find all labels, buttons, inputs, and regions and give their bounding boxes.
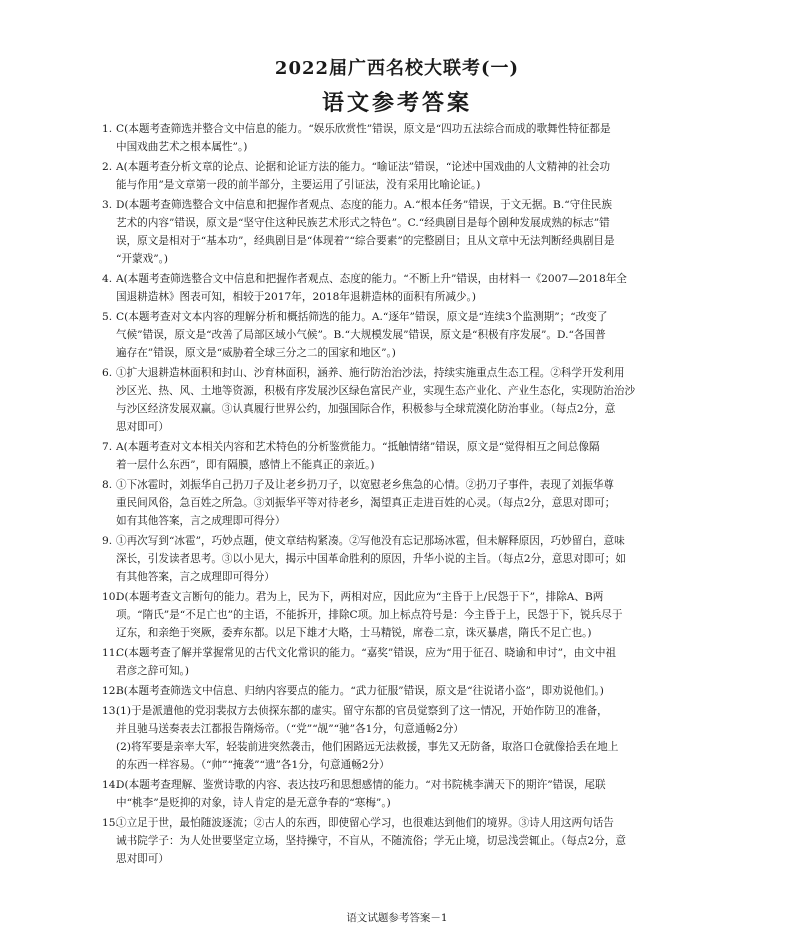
answer-item	[102, 364, 698, 436]
answer-number: 3.	[102, 199, 113, 211]
answer-item	[102, 120, 698, 156]
answer-text-line: ①扩大退耕造林面积和封山、沙育林面积，涵养、施行防治治沙法，持续实施重点生态工程。②科学开发利用	[116, 367, 625, 379]
answer-text-line: A(本题考查对文本相关内容和艺术特色的分析鉴赏能力。“抵触情绪”错误，原文是“觉得相互之间总像隔	[116, 441, 600, 453]
answer-number: 4.	[102, 273, 113, 285]
answer-text-line: A(本题考查分析文章的论点、论据和论证方法的能力。“喻证法”错误，“论述中国戏曲的人文精神的社会功	[116, 161, 611, 173]
answer-text-line: 的东西一样容易。（“帅”“掩袭”“遗”各1分，句意通畅2分）	[116, 759, 390, 771]
answer-list	[102, 120, 698, 870]
answer-number: 9.	[102, 535, 113, 547]
answer-number: 2.	[102, 161, 113, 173]
answer-text-line: (1)于是派遣他的党羽裴叔方去侦探东都的虚实。留守东都的官员觉察到了这一情况，开始作防卫的准备，	[116, 705, 608, 717]
answer-text-line: 沙区光、热、风、土地等资源，积极有序发展沙区绿色富民产业，实现生态产业化、产业生态化，实现防治治沙	[116, 385, 636, 397]
answer-text-line: C(本题考查筛选并整合文中信息的能力。“娱乐欣赏性”错误，原文是“四功五法综合而成的歌舞性特征都是	[116, 123, 611, 135]
answer-item	[102, 438, 698, 474]
answer-item	[102, 588, 698, 642]
answer-number: 8.	[102, 479, 113, 491]
answer-text-line: 思对即可）	[116, 853, 169, 865]
answer-item	[102, 270, 698, 306]
page-footer: 语文试题参考答案－1	[346, 912, 448, 924]
answer-item	[102, 814, 698, 868]
answer-text-line: 国退耕造林》图表可知，相较于2017年，2018年退耕造林的面积有所减少。)	[116, 291, 476, 303]
answer-text-line: 中“桃李”是贬抑的对象，诗人肯定的是无意争春的“寒梅”。)	[116, 797, 391, 809]
answer-number: 13.	[102, 705, 119, 717]
answer-text-line: 能与作用”是文章第一段的前半部分，主要运用了引证法，没有采用比喻论证。)	[116, 179, 481, 191]
answer-text-line: ①再次写到“冰雹”，巧妙点题，使文章结构紧凑。②写他没有忘记那场冰雹，但未解释原因，巧妙留白，意味	[116, 535, 625, 547]
answer-text-line: 并且驰马送奏表去江都报告隋炀帝。（“党”“觇”“驰”各1分，句意通畅2分）	[116, 723, 464, 735]
answer-text-line: 着一层什么东西”，即有隔膜，感情上不能真正的亲近。)	[116, 459, 375, 471]
answer-text-line: D(本题考查理解、鉴赏诗歌的内容、表达技巧和思想感情的能力。“对书院桃李满天下的期许”错误，尾联	[116, 779, 606, 791]
answer-text-line: 如有其他答案，言之成理即可得分）	[116, 515, 286, 527]
answer-text-line: 误，原文是相对于“基本功”，经典剧目是“体现着”“综合要素”的完整剧目；且从文章中无法判断经典剧目是	[116, 235, 615, 247]
answer-item	[102, 158, 698, 194]
answer-text-line: D(本题考查文言断句的能力。君为上，民为下，两相对应，因此应为“主昏于上/民怨于下”，排除A、B两	[116, 591, 604, 603]
answer-item	[102, 532, 698, 586]
answer-item	[102, 776, 698, 812]
answer-text-line: 艺术的内容”错误，原文是“坚守住这种民族艺术形式之特色”。C.“经典剧目是每个剧种发展成熟的标志”错	[116, 217, 610, 229]
answer-text-line: 君彦之辞可知。)	[116, 665, 189, 677]
answer-text-line: A(本题考查筛选整合文中信息和把握作者观点、态度的能力。“不断上升”错误，由材料一《2007—2018年全	[116, 273, 627, 285]
answer-text-line: 与沙区经济发展双赢。③认真履行世界公约，加强国际合作，积极参与全球荒漠化防治事业。（每点2分，意	[116, 403, 616, 415]
answer-text-line: “开蒙戏”。)	[116, 253, 169, 265]
answer-text-line: ①立足于世，最怕随波逐流；②古人的东西，即使留心学习，也很难达到他们的境界。③诗人用这两句话告	[116, 817, 614, 829]
answer-item	[102, 644, 698, 680]
answer-number: 14.	[102, 779, 119, 791]
answer-item	[102, 196, 698, 268]
answer-number: 15.	[102, 817, 119, 829]
answer-number: 6.	[102, 367, 113, 379]
answer-text-line: C(本题考查了解并掌握常见的古代文化常识的能力。“嘉奖”错误，应为“用于征召、晓谕和申讨”，由文中祖	[116, 647, 617, 659]
answer-item	[102, 682, 698, 700]
answer-number: 10.	[102, 591, 119, 603]
answer-number: 11.	[102, 647, 119, 659]
answer-text-line: D(本题考查筛选整合文中信息和把握作者观点、态度的能力。A.“根本任务”错误，于文无据。B.“守住民族	[116, 199, 612, 211]
answer-text-line: 气候”错误，原文是“改善了局部区域小气候”。B.“大规模发展”错误，原文是“积极有序发展”。D.“各国普	[116, 329, 606, 341]
answer-text-line: 项。“隋氏”是“不足亡也”的主语，不能拆开，排除C项。加上标点符号是：今主昏于上，民怨于下，锐兵尽于	[116, 609, 623, 621]
answer-text-line: (2)将军要是亲率大军，轻装前进突然袭击，他们困路远无法救援，事先又无防备，取洛口仓就像拾丢在地上	[116, 741, 619, 753]
answer-text-line: B(本题考查筛选文中信息、归纳内容要点的能力。“武力征服”错误，原文是“往说诸小盗”，即劝说他们。)	[116, 685, 604, 697]
answer-item	[102, 476, 698, 530]
answer-text-line: 重民间风俗，急百姓之所急。③刘振华平等对待老乡，渴望真正走进百姓的心灵。（每点2分，意思对即可；	[116, 497, 616, 509]
answer-text-line: 遍存在”错误，原文是“威胁着全球三分之二的国家和地区”。)	[116, 347, 396, 359]
answer-item	[102, 702, 698, 774]
document-title: 语文参考答案	[321, 90, 472, 116]
exam-title: 2022届广西名校大联考(一)	[274, 58, 520, 79]
answer-text-line: 诫书院学子：为人处世要坚定立场，坚持操守，不盲从，不随流俗；学无止境，切忌浅尝辄止。（每点2分，意	[116, 835, 626, 847]
answer-number: 5.	[102, 311, 113, 323]
answer-text-line: ①下冰雹时，刘振华自己扔刀子及让老乡扔刀子，以宽慰老乡焦急的心情。②扔刀子事件，表现了刘振华尊	[116, 479, 614, 491]
answer-text-line: C(本题考查对文本内容的理解分析和概括筛选的能力。A.“逐年”错误，原文是“连续3个监测期”；“改变了	[116, 311, 608, 323]
answer-text-line: 有其他答案，言之成理即可得分）	[116, 571, 275, 583]
answer-number: 12.	[102, 685, 119, 697]
answer-text-line: 思对即可）	[116, 421, 169, 433]
answer-number: 1.	[102, 123, 113, 135]
answer-text-line: 深长，引发读者思考。③以小见大，揭示中国革命胜利的原因，升华小说的主旨。（每点2分，意思对即可；如	[116, 553, 626, 565]
answer-number: 7.	[102, 441, 113, 453]
answer-item	[102, 308, 698, 362]
answer-text-line: 辽东，和亲绝于突厥，委弃东都。以足下雄才大略，士马精锐，席卷二京，诛灭暴虐，隋氏不足亡也。)	[116, 627, 592, 639]
answer-text-line: 中国戏曲艺术之根本属性”。)	[116, 141, 248, 153]
